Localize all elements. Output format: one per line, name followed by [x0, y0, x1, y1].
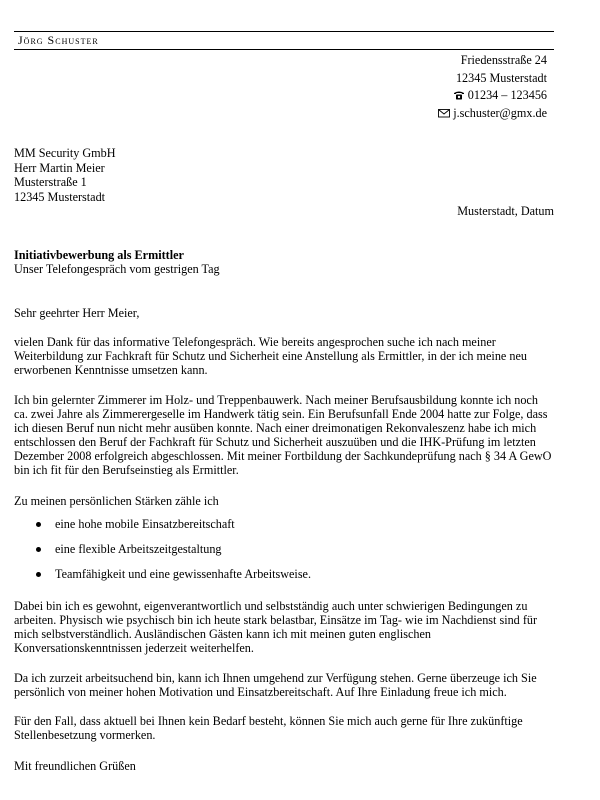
header-rule-bottom: [14, 49, 554, 50]
recipient-street: Musterstraße 1: [14, 175, 87, 189]
body-paragraph-4: Dabei bin ich es gewohnt, eigenverantwortlich und selbstständig auch unter schwierigen Bedingungen zu arbeiten. Physisch wie psychisch bin ich heute stark belastbar, Einsätze im Tag- wie im Nachdienst sind für mich selbstverständlich. Ausländischen Gästen kann ich mit meinen guten englischen Konversationskenntnissen jederzeit weiterhelfen.: [14, 599, 538, 655]
envelope-icon: [438, 108, 450, 118]
salutation: Sehr geehrter Herr Meier,: [14, 306, 140, 320]
body-paragraph-1: vielen Dank für das informative Telefongespräch. Wie bereits angesprochen suche ich nach meiner Weiterbildung zur Fachkraft für Schutz und Sicherheit eine Anstellung als Ermittler, in der ich meine neu erworbenen Kenntnisse umsetzen kann.: [14, 335, 527, 377]
list-item: [14, 566, 311, 591]
strengths-intro: Zu meinen persönlichen Stärken zähle ich: [14, 494, 219, 508]
sender-street: Friedensstraße 24: [460, 53, 547, 67]
letter-date: Musterstadt, Datum: [457, 204, 554, 218]
body-paragraph-5: Da ich zurzeit arbeitsuchend bin, kann ich Ihnen umgehend zur Verfügung stehen. Gerne überzeuge ich Sie persönlich von meiner hohen Motivation und Einsatzbereitschaft. Auf Ihre Einladung freue ich mich.: [14, 671, 537, 699]
header-rule-top: [14, 31, 554, 32]
sender-city: 12345 Musterstadt: [455, 70, 547, 85]
strength-text: Teamfähigkeit und eine gewissenhafte Arbeitsweise.: [55, 567, 312, 581]
list-item: [14, 541, 311, 566]
recipient-person: Herr Martin Meier: [14, 160, 105, 175]
subject-reference: Unser Telefongespräch vom gestrigen Tag: [14, 262, 220, 276]
sender-phone: 01234 – 123456: [467, 88, 547, 102]
body-paragraph-2: Ich bin gelernter Zimmerer im Holz- und Treppenbauwerk. Nach meiner Berufsausbildung konnte ich noch ca. zwei Jahre als Zimmerergeselle im Handwerk tätig sein. Ein Berufsunfall Ende 2004 hatte zur Folge, dass ich diesen Beruf nun nicht mehr ausüben konnte. Nach einer dreimonatigen Rekonvaleszenz habe ich mich entschlossen den Beruf der Fachkraft für Schutz und Sicherheit auszuüben und die IHK-Prüfung im letzten Dezember 2008 erfolgreich abgeschlossen. Mit meiner Fortbildung der Sachkundeprüfung nach § 34 A GewO bin ich fit für den Berufseinstieg als Ermittler.: [14, 393, 552, 477]
bullet-icon: [36, 572, 41, 577]
recipient-address: [14, 146, 116, 204]
sender-phone-line: [438, 87, 547, 105]
bullet-icon: [36, 522, 41, 527]
strength-text: eine hohe mobile Einsatzbereitschaft: [55, 517, 235, 531]
closing-phrase: Mit freundlichen Grüßen: [14, 759, 136, 773]
list-item: [14, 516, 311, 541]
phone-icon: [453, 90, 465, 100]
recipient-company: MM Security GmbH: [14, 146, 116, 160]
bullet-icon: [36, 547, 41, 552]
strength-text: eine flexible Arbeitszeitgestaltung: [55, 542, 222, 556]
sender-contact-block: [438, 52, 547, 122]
sender-email: j.schuster@gmx.de: [453, 105, 547, 120]
subject-block: [14, 248, 220, 276]
sender-name: Jörg Schuster: [18, 33, 99, 47]
sender-email-line: [438, 105, 547, 123]
strengths-list: [14, 516, 311, 591]
recipient-city: 12345 Musterstadt: [14, 189, 106, 204]
body-paragraph-6: Für den Fall, dass aktuell bei Ihnen kein Bedarf besteht, können Sie mich auch gerne für Ihre zukünftige Stellenbesetzung vormerken.: [14, 714, 523, 742]
subject-title: Initiativbewerbung als Ermittler: [14, 248, 184, 262]
